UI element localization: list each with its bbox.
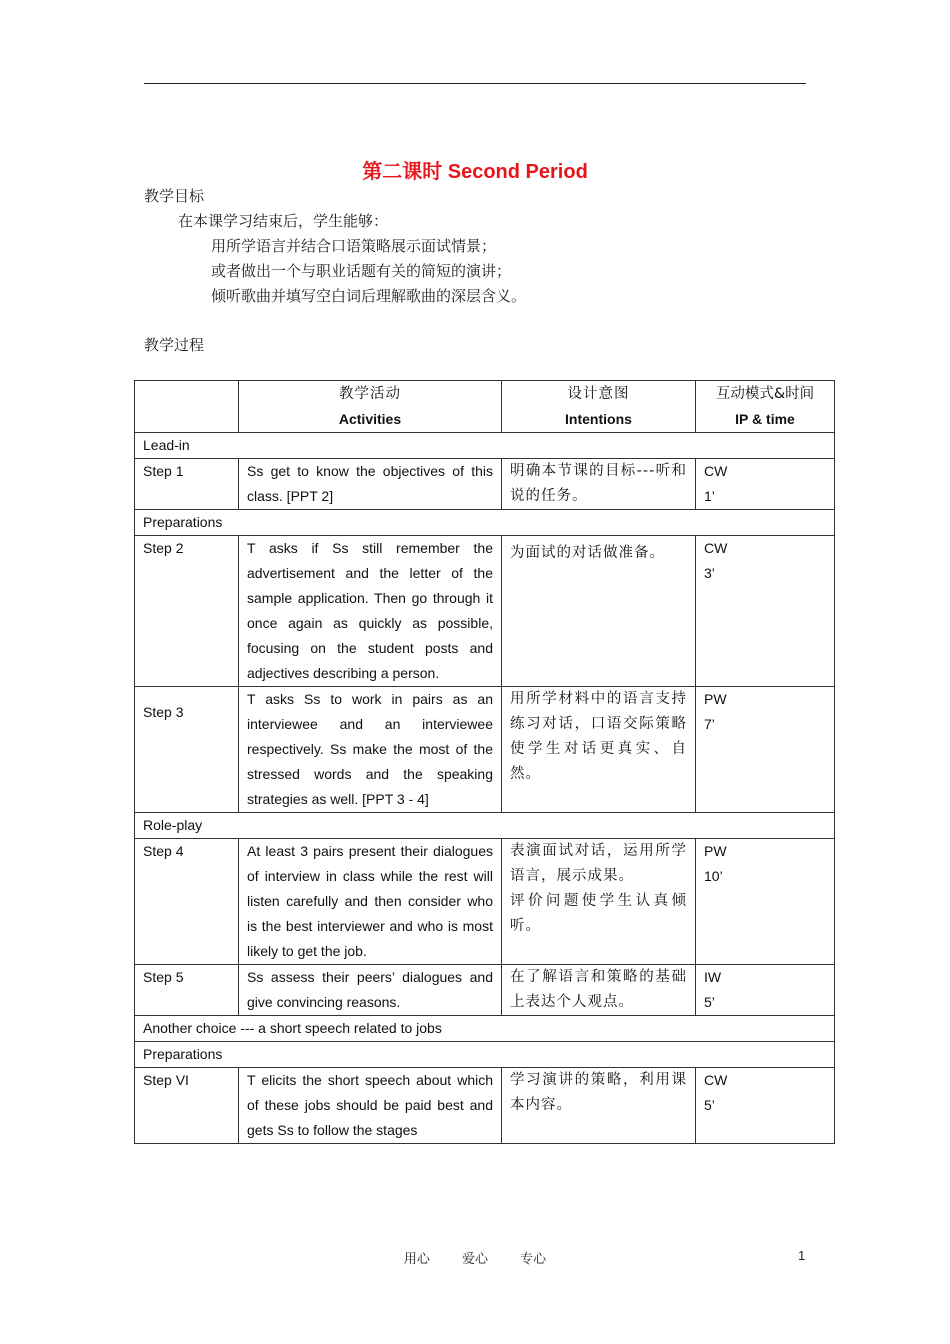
- step-label: Step VI: [135, 1068, 239, 1144]
- ip-mode: PW: [704, 691, 727, 707]
- ip-mode: CW: [704, 463, 728, 479]
- intention-cell: 为面试的对话做准备。: [502, 536, 696, 687]
- teaching-process-table: [134, 380, 835, 1144]
- activity-cell: Ss assess their peers’ dialogues and give convincing reasons.: [239, 965, 502, 1016]
- activity-cell: T asks Ss to work in pairs as an interviewee and an interviewee respectively. Ss make the most of the stressed words and the speaking strategies as well. [PPT 3 - 4]: [239, 687, 502, 813]
- section-row: [135, 1042, 835, 1068]
- objective-item: 用所学语言并结合口语策略展示面试情景；: [211, 237, 497, 255]
- section-lead-in: Lead-in: [135, 433, 835, 459]
- footer-word: 用心: [403, 1252, 430, 1267]
- header-activities-zh: 教学活动: [339, 386, 401, 402]
- table-row: [135, 536, 835, 687]
- table-row: [135, 839, 835, 965]
- ip-mode: CW: [704, 1072, 728, 1088]
- step-label: Step 1: [135, 459, 239, 510]
- process-heading: 教学过程: [144, 336, 205, 354]
- section-another-choice: Another choice --- a short speech related to jobs: [135, 1016, 835, 1042]
- page-number: 1: [798, 1248, 806, 1263]
- intention-cell: 在了解语言和策略的基础上表达个人观点。: [502, 965, 696, 1016]
- table-row: [135, 687, 835, 813]
- objectives-intro: 在本课学习结束后，学生能够：: [178, 212, 389, 230]
- ip-mode: PW: [704, 843, 727, 859]
- section-role-play: Role-play: [135, 813, 835, 839]
- ip-time: 10’: [704, 868, 723, 884]
- activity-cell: T elicits the short speech about which of these jobs should be paid best and gets Ss to follow the stages: [239, 1068, 502, 1144]
- intention-cell: 用所学材料中的语言支持练习对话，口语交际策略使学生对话更真实、自然。: [502, 687, 696, 813]
- activity-cell: T asks if Ss still remember the advertisement and the letter of the sample application. Then go through it once again as quickly as possible, focusing on the student posts and adjectives describing a person.: [239, 536, 502, 687]
- ip-time: 7’: [704, 716, 715, 732]
- header-intentions-zh: 设计意图: [567, 386, 630, 402]
- objectives-heading: 教学目标: [144, 187, 205, 205]
- ip-time-cell: [696, 839, 835, 965]
- header-rule: [144, 83, 806, 84]
- header-activities: [239, 381, 502, 433]
- footer-word: 专心: [520, 1252, 547, 1267]
- intention-line: 表演面试对话，运用所学语言，展示成果。: [510, 843, 687, 884]
- header-ip-time: [696, 381, 835, 433]
- header-step-cell: [135, 381, 239, 433]
- ip-mode: CW: [704, 540, 728, 556]
- ip-time: 5’: [704, 1097, 715, 1113]
- section-preparations-2: Preparations: [135, 1042, 835, 1068]
- header-ip-zh: 互动模式&时间: [715, 386, 815, 402]
- ip-time: 5’: [704, 994, 715, 1010]
- header-activities-en: Activities: [338, 411, 402, 427]
- page-footer: [0, 1248, 950, 1267]
- footer-word: 爱心: [461, 1252, 488, 1267]
- section-row: [135, 510, 835, 536]
- header-intentions: [502, 381, 696, 433]
- step-label: Step 4: [135, 839, 239, 965]
- step-label: Step 3: [135, 687, 239, 813]
- activity-cell: Ss get to know the objectives of this class. [PPT 2]: [239, 459, 502, 510]
- section-row: [135, 813, 835, 839]
- ip-time-cell: [696, 1068, 835, 1144]
- intention-cell: 明确本节课的目标---听和说的任务。: [502, 459, 696, 510]
- intention-cell: 学习演讲的策略，利用课本内容。: [502, 1068, 696, 1144]
- table-header-row: [135, 381, 835, 433]
- ip-mode: IW: [704, 969, 722, 985]
- section-row: [135, 1016, 835, 1042]
- ip-time: 1’: [704, 488, 715, 504]
- header-ip-en: IP & time: [735, 411, 795, 427]
- objective-item: 倾听歌曲并填写空白词后理解歌曲的深层含义。: [211, 287, 527, 305]
- intention-cell: [502, 839, 696, 965]
- activity-cell: At least 3 pairs present their dialogues of interview in class while the rest will listen carefully and then consider who is the best interviewer and who is most likely to get the job.: [239, 839, 502, 965]
- objective-item: 或者做出一个与职业话题有关的简短的演讲；: [211, 262, 512, 280]
- page-title: 第二课时 Second Period: [362, 161, 588, 183]
- ip-time-cell: [696, 687, 835, 813]
- header-intentions-en: Intentions: [565, 411, 632, 427]
- ip-time-cell: [696, 965, 835, 1016]
- ip-time-cell: [696, 459, 835, 510]
- section-row: [135, 433, 835, 459]
- step-label: Step 5: [135, 965, 239, 1016]
- step-label: Step 2: [135, 536, 239, 687]
- section-preparations: Preparations: [135, 510, 835, 536]
- ip-time-cell: [696, 536, 835, 687]
- table-row: [135, 1068, 835, 1144]
- ip-time: 3’: [704, 565, 715, 581]
- table-row: [135, 965, 835, 1016]
- table-row: [135, 459, 835, 510]
- intention-line: 评价问题使学生认真倾听。: [510, 893, 687, 934]
